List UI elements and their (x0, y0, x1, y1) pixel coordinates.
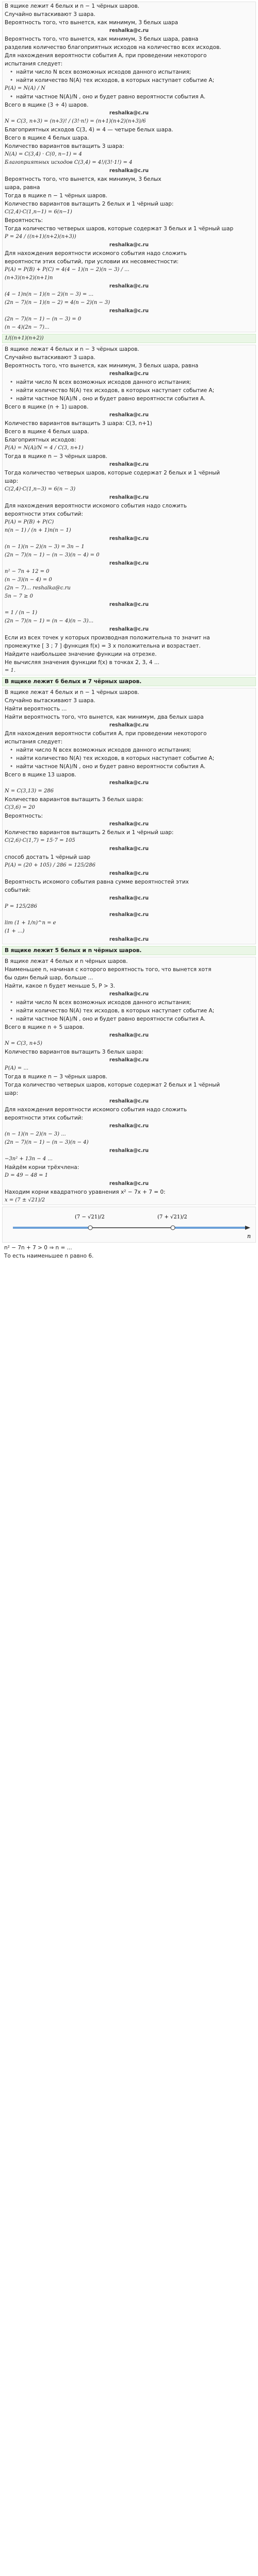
text-line: Вероятность того, что вынется, как минимум, 3 белых (5, 176, 162, 182)
text-line: Всего в ящике 4 белых шара. (5, 429, 89, 435)
text-line: Вероятность искомого события равна сумме вероятностей этих (5, 879, 189, 885)
text-line: Тогда в ящике n − 1 чёрных шаров. (5, 193, 107, 199)
text-line: Благоприятных исходов C(3, 4) = 4 — четыре белых шара. (5, 127, 173, 133)
watermark-text: reshalka@c.ru (109, 412, 149, 418)
text-line: шар: (5, 1090, 19, 1096)
watermark-text: reshalka@c.ru (109, 1123, 149, 1129)
formula-line: (n+3)(n+2)(n+1)n (5, 275, 53, 281)
watermark-text: reshalka@c.ru (109, 536, 149, 541)
formula-line: (4 − 1)n(n − 1)(n − 2)(n − 3) = ... (5, 292, 94, 297)
watermark-text: reshalka@c.ru (109, 722, 149, 728)
text-line: Количество вариантов вытащить 2 белых и 1 чёрный шар: (5, 201, 174, 207)
text-line: испытания следует: (5, 739, 63, 745)
watermark-text: reshalka@c.ru (109, 1057, 149, 1063)
formula-line: (n − 1)(n − 2)(n − 3) = 3n − 1 (5, 544, 85, 550)
formula-line: n(n − 1) / (n + 1)n(n − 1) (5, 528, 71, 533)
text-line: Не вычисляя значения функции f(x) в точках 2, 3, 4 ... (5, 659, 159, 666)
text-line: Вероятность: (5, 217, 43, 224)
formula-line: lim (1 + 1/n)^n = e (5, 920, 56, 926)
list-item: • найти число N всех возможных исходов данного испытания; (3, 998, 255, 1007)
formula-line: C(3,6) = 20 (5, 805, 35, 810)
formula-line: Благоприятных исходов C(3,4) = 4!/(3!·1!) = 4 (5, 160, 133, 165)
formula-line: (2n − 7)(n − 1)(n − 2) = 4(n − 2)(n − 3) (5, 300, 110, 306)
text-line: Для нахождения вероятности искомого события надо сложить (5, 1107, 187, 1113)
root-label-1: (7 − √21)/2 (75, 1214, 105, 1220)
watermark-text: reshalka@c.ru (109, 28, 149, 33)
text-line: Всего в ящике (3 + 4) шаров. (5, 102, 89, 108)
formula-line: P(A) = P(B) + P(C) (5, 519, 54, 525)
text-line: Тогда в ящике n − 3 чёрных шаров. (5, 1074, 107, 1080)
problem-header: В ящике лежит 5 белых и n чёрных шаров. (3, 946, 255, 955)
list-item: • найти количество N(A) тех исходов, в которых наступает событие A; (3, 754, 255, 762)
text-line: вероятности этих событий: (5, 1115, 84, 1121)
root-point-1 (88, 1226, 92, 1230)
list-item: • найти количество N(A) тех исходов, в которых наступает событие A; (3, 1007, 255, 1015)
watermark-text: reshalka@c.ru (109, 821, 149, 827)
solution-block (2, 345, 256, 675)
solution-block (2, 2, 256, 332)
text-line: Вероятность того, что вынется, как минимум, 3 белых шара (5, 20, 179, 26)
number-line-svg (3, 1207, 255, 1242)
list-item: • найти число N всех возможных исходов данного испытания; (3, 746, 255, 754)
watermark-text: reshalka@c.ru (109, 912, 149, 918)
text-line: Случайно вытаскивают 3 шара. (5, 11, 95, 18)
list-item: • найти число N всех возможных исходов данного испытания; (3, 68, 255, 76)
formula-line: N(A) = C(3,4) · C(0, n−1) = 4 (5, 151, 82, 157)
text-line: Найти вероятность того, что вынется, как минимум, два белых шара (5, 714, 204, 720)
watermark-text: reshalka@c.ru (109, 991, 149, 997)
text-line: Всего в ящике 4 белых шара. (5, 135, 89, 141)
axis-arrow (245, 1226, 250, 1230)
watermark-text: reshalka@c.ru (109, 871, 149, 876)
list-item: • найти частное N(A)/N , оно и будет равно вероятности события A. (3, 762, 255, 771)
axis-label: n (247, 1233, 251, 1240)
text-line: В ящике лежит 4 белых и n − 1 чёрных шаров. (5, 3, 140, 9)
formula-line: C(2,4)·C(1,n−1) = 6(n−1) (5, 209, 72, 215)
text-line: шара, равна (5, 184, 40, 191)
formula-line: = 1 / (n − 1) (5, 610, 37, 616)
formula-line: x = (7 ± √21)/2 (5, 1197, 45, 1203)
watermark-text: reshalka@c.ru (109, 1181, 149, 1187)
root-point-2 (171, 1226, 175, 1230)
formula-line: C(2,6)·C(1,7) = 15·7 = 105 (5, 838, 75, 843)
list-item: • найти частное N(A)/N , оно и будет равно вероятности события A. (3, 395, 255, 403)
formula-line: D = 49 − 48 = 1 (5, 1173, 49, 1178)
answer-block (2, 946, 256, 955)
solution-block (2, 688, 256, 944)
text-line: Благоприятных исходов: (5, 437, 76, 443)
formula-line: (n − 4)(2n − 7)... (5, 325, 50, 330)
formula-line: P(A) = ... (5, 1065, 29, 1071)
formula-line: P(A) = N(A) / N (5, 86, 45, 91)
watermark-text: reshalka@c.ru (109, 110, 149, 116)
final-line: n² − 7n + 7 > 0 ⇒ n = ... (4, 1245, 72, 1251)
formula-line: N = C(3, n+5) (5, 1041, 42, 1046)
text-line: Для нахождения вероятности события A, при проведении некоторого (5, 731, 207, 737)
text-line: разделив количество благоприятных исходов на количество всех исходов. (5, 44, 221, 50)
list-item: • найти частное N(A)/N , оно и будет равно вероятности события A. (3, 93, 255, 101)
text-line: Вероятность того, что вынется, как минимум, 3 белых шара, равна (5, 36, 199, 42)
text-line: Для нахождения вероятности события A, при проведении некоторого (5, 53, 207, 59)
formula-line: 5n − 7 ≥ 0 (5, 594, 33, 599)
watermark-text: reshalka@c.ru (109, 1032, 149, 1038)
text-line: бы один белый шар, больше ... (5, 975, 93, 981)
final-line: То есть наименьшее n равно 6. (4, 1253, 94, 1259)
text-line: Найдём корни трёхчлена: (5, 1164, 79, 1171)
watermark-text: reshalka@c.ru (109, 308, 149, 314)
text-line: Находим корни квадратного уравнения x² − 7x + 7 = 0: (5, 1189, 166, 1195)
formula-line: −3n² + 13n − 4 ... (5, 1156, 53, 1162)
watermark-text: reshalka@c.ru (109, 1098, 149, 1104)
text-line: Вероятность того, что вынется, как минимум, 3 белых шара, равна (5, 363, 199, 369)
text-line: способ достать 1 чёрный шар (5, 854, 91, 860)
text-line: Если из всех точек у которых производная положительна то значит на (5, 635, 210, 641)
watermark-text: reshalka@c.ru (109, 937, 149, 942)
text-line: Найти вероятность ... (5, 706, 67, 712)
text-line: шар: (5, 478, 19, 484)
formula-line: P(A) = N(A)/N = 4 / C(3, n+1) (5, 445, 84, 451)
watermark-text: reshalka@c.ru (109, 895, 149, 901)
formula-line: = 1. (5, 668, 16, 673)
formula-line: (2n − 7)... reshalka@c.ru (5, 585, 71, 591)
text-line: Для нахождения вероятности искомого события надо сложить (5, 250, 187, 257)
text-line: В ящике лежат 4 белых и n чёрных шаров. (5, 958, 128, 964)
formula-line: (2n − 7)(n − 1) − (n − 3) = 0 (5, 316, 82, 322)
formula-line: N = C(3,13) = 286 (5, 788, 54, 794)
list-item: • найти частное N(A)/N , оно и будет равно вероятности события A. (3, 1015, 255, 1023)
problem-header: В ящике лежит 6 белых и 7 чёрных шаров. (3, 677, 255, 686)
watermark-text: reshalka@c.ru (109, 462, 149, 467)
watermark-text: reshalka@c.ru (109, 846, 149, 852)
formula-line: 1/((n+1)(n+2)) (5, 335, 44, 341)
text-line: вероятности этих событий, при условии их несовместности: (5, 259, 179, 265)
list-item: • найти количество N(A) тех исходов, в которых наступает событие A; (3, 386, 255, 395)
text-line: Тогда количество четверых шаров, которые содержат 2 белых и 1 чёрный (5, 470, 220, 476)
text-line: Количество вариантов вытащить 3 белых шара: (5, 796, 143, 803)
text-line: вероятности этих событий: (5, 511, 84, 517)
watermark-text: reshalka@c.ru (109, 242, 149, 248)
formula-line: (1 + ...) (5, 928, 25, 934)
text-line: Количество вариантов вытащить 2 белых и 1 чёрный шар: (5, 829, 174, 836)
answer-block (2, 677, 256, 686)
text-line: Тогда в ящике n − 3 чёрных шаров. (5, 453, 107, 460)
text-line: Случайно вытаскивают 3 шара. (5, 698, 95, 704)
watermark-text: reshalka@c.ru (109, 1148, 149, 1154)
watermark-text: reshalka@c.ru (109, 371, 149, 377)
solution-block (2, 957, 256, 1205)
text-line: В ящике лежат 4 белых и n − 3 чёрных шаров. (5, 346, 139, 352)
formula-line: P = 125/286 (5, 904, 38, 909)
text-line: Количество вариантов вытащить 3 белых шара: (5, 1049, 143, 1055)
watermark-text: reshalka@c.ru (109, 495, 149, 500)
text-line: Найдите наибольшее значение функции на отрезке. (5, 651, 157, 657)
watermark-text: reshalka@c.ru (109, 780, 149, 786)
formula-line: (2n − 7)(n − 1) − (n − 3)(n − 4) (5, 1140, 89, 1145)
formula-line: P(A) = P(B) + P(C) = 4(4 − 1)(n − 2)(n − 3) / ... (5, 267, 130, 273)
text-line: испытания следует: (5, 61, 63, 67)
final-answer (0, 1243, 258, 1261)
text-line: Наименьшее n, начиная с которого вероятность того, что вынется хотя (5, 967, 212, 973)
text-line: Тогда количество четверых шаров, которые содержат 3 белых и 1 чёрный шар (5, 226, 234, 232)
watermark-text: reshalka@c.ru (109, 168, 149, 174)
formula-line: P = 24 / ((n+1)(n+2)(n+3)) (5, 234, 76, 240)
root-label-2: (7 + √21)/2 (157, 1214, 187, 1220)
list-item: • найти число N всех возможных исходов данного испытания; (3, 378, 255, 386)
text-line: Всего в ящике n + 5 шаров. (5, 1024, 85, 1030)
formula-line: (n − 3)(n − 4) = 0 (5, 577, 52, 583)
text-line: Найти, какое n будет меньше 5, P > 3. (5, 983, 115, 989)
text-line: Количество вариантов вытащить 3 шара: (5, 143, 124, 149)
text-line: промежутке [ 3 ; 7 ] функция f(x) = 3 x положительна и возрастает. (5, 643, 201, 649)
formula-line: n² − 7n + 12 = 0 (5, 569, 50, 574)
answer-block (2, 334, 256, 343)
text-line: Всего в ящике 13 шаров. (5, 772, 76, 778)
text-line: Всего в ящике (n + 1) шаров. (5, 404, 89, 410)
watermark-text: reshalka@c.ru (109, 283, 149, 289)
formula-line: C(2,4)·C(1,n−3) = 6(n − 3) (5, 486, 76, 492)
formula-line: N = C(3, n+3) = (n+3)! / (3!·n!) = (n+1)(n+2)(n+3)/6 (5, 118, 146, 124)
formula-line: (2n − 7)(n − 1) − (n − 3)(n − 4) = 0 (5, 552, 100, 558)
watermark-text: reshalka@c.ru (109, 626, 149, 632)
text-line: В ящике лежат 4 белых и n − 1 чёрных шаров. (5, 689, 139, 696)
list-item: • найти количество N(A) тех исходов, в которых наступает событие A; (3, 76, 255, 84)
formula-line: (n − 1)(n − 2)(n − 3) ... (5, 1131, 66, 1137)
text-line: событий: (5, 887, 31, 893)
text-line: Случайно вытаскивают 3 шара. (5, 354, 95, 361)
formula-line: (2n − 7)(n − 1) = (n − 4)(n − 3)... (5, 618, 94, 624)
text-line: Для нахождения вероятности искомого события надо сложить (5, 503, 187, 509)
solution-content (0, 2, 258, 1261)
text-line: Количество вариантов вытащить 3 шара: C(3, n+1) (5, 420, 152, 427)
watermark-text: reshalka@c.ru (109, 602, 149, 607)
text-line: Вероятность: (5, 813, 43, 819)
watermark-text: reshalka@c.ru (109, 561, 149, 566)
number-line-diagram (2, 1207, 256, 1243)
formula-line: P(A) = (20 + 105) / 286 = 125/286 (5, 862, 95, 868)
text-line: Тогда количество четверых шаров, которые содержат 2 белых и 1 чёрный (5, 1082, 220, 1088)
